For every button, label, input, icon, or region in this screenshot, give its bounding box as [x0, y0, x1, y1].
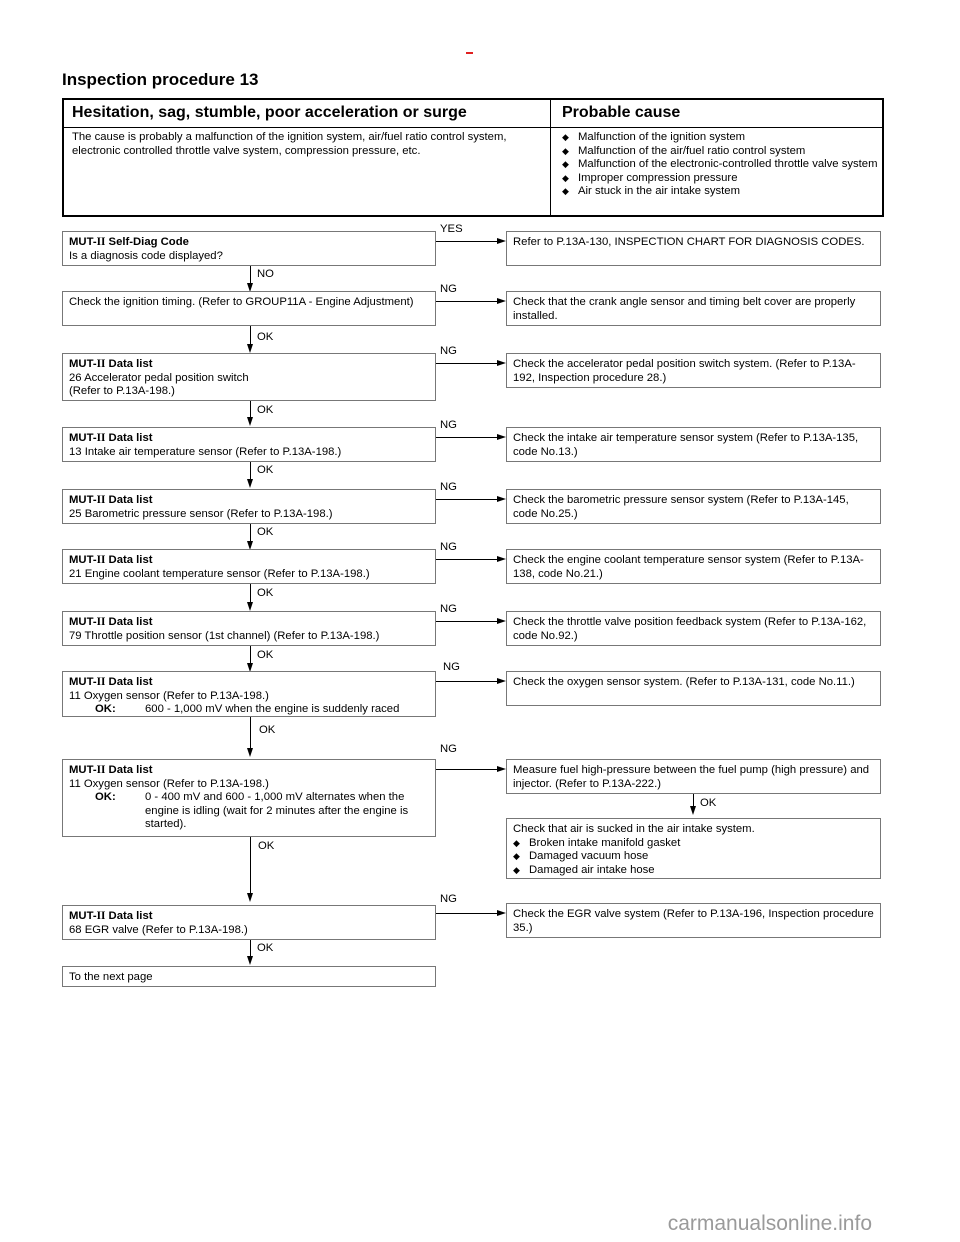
flow-connector [436, 499, 498, 500]
branch-label-ok: OK [257, 464, 274, 476]
symptom-description: The cause is probably a malfunction of the ignition system, air/fuel ratio control system, electronic controlled throttle valve system, compression pressure, etc. [72, 131, 507, 157]
result-box: Check the oxygen sensor system. (Refer to P.13A-131, code No.11.) [506, 671, 881, 706]
cause-item: ◆ Malfunction of the ignition system [562, 131, 882, 145]
result-box: Check the intake air temperature sensor system (Refer to P.13A-135, code No.13.) [506, 427, 881, 462]
followup-item: ◆ Damaged vacuum hose [513, 850, 874, 864]
arrow-right-icon [497, 678, 506, 684]
branch-label-ng: NG [440, 481, 457, 493]
branch-label-ng: NG [440, 283, 457, 295]
branch-label-yes: YES [440, 223, 463, 235]
branch-label-ng: NG [443, 661, 460, 673]
result-box: Check the EGR valve system (Refer to P.13A-196, Inspection procedure 35.) [506, 903, 881, 938]
table-divider [550, 98, 551, 217]
branch-label-ng: NG [440, 419, 457, 431]
branch-label-ok: OK [257, 526, 274, 538]
next-page-box: To the next page [62, 966, 436, 987]
arrow-down-icon [247, 479, 253, 488]
arrow-right-icon [497, 238, 506, 244]
branch-label-ng: NG [440, 345, 457, 357]
flow-connector [436, 681, 498, 682]
cause-item: ◆ Improper compression pressure [562, 172, 882, 186]
watermark: carmanualsonline.info [667, 1212, 872, 1235]
arrow-right-icon [497, 434, 506, 440]
arrow-down-icon [247, 417, 253, 426]
cause-item: ◆ Air stuck in the air intake system [562, 185, 882, 199]
step-box: MUT-II Data list 11 Oxygen sensor (Refer to P.13A-198.) OK: 600 - 1,000 mV when the engine is suddenly raced [62, 671, 436, 717]
flow-connector [436, 301, 498, 302]
step-box: MUT-II Data list 26 Accelerator pedal position switch (Refer to P.13A-198.) [62, 353, 436, 401]
step-box: MUT-II Data list 68 EGR valve (Refer to P.13A-198.) [62, 905, 436, 940]
arrow-down-icon [247, 602, 253, 611]
step-box: MUT-II Data list 13 Intake air temperature sensor (Refer to P.13A-198.) [62, 427, 436, 462]
arrow-down-icon [247, 956, 253, 965]
cause-item: ◆ Malfunction of the electronic-controlled throttle valve system [562, 158, 882, 172]
branch-label-ok: OK [257, 404, 274, 416]
flow-connector [436, 559, 498, 560]
branch-label-ok: OK [259, 724, 276, 736]
arrow-down-icon [690, 806, 696, 815]
arrow-down-icon [247, 748, 253, 757]
step-box: MUT-II Data list 79 Throttle position sensor (1st channel) (Refer to P.13A-198.) [62, 611, 436, 646]
branch-label-ok: OK [258, 840, 275, 852]
followup-item: ◆ Damaged air intake hose [513, 864, 874, 878]
arrow-right-icon [497, 360, 506, 366]
cause-item: ◆ Malfunction of the air/fuel ratio control system [562, 145, 882, 159]
branch-label-ok: OK [257, 942, 274, 954]
step-box: MUT-II Data list 21 Engine coolant temperature sensor (Refer to P.13A-198.) [62, 549, 436, 584]
branch-label-ok: OK [700, 797, 717, 809]
result-box: Refer to P.13A-130, INSPECTION CHART FOR DIAGNOSIS CODES. [506, 231, 881, 266]
cause-list [562, 131, 882, 199]
flow-connector [250, 837, 251, 895]
arrow-right-icon [497, 556, 506, 562]
result-box: Check the throttle valve position feedback system (Refer to P.13A-162, code No.92.) [506, 611, 881, 646]
ok-criteria-value: 0 - 400 mV and 600 - 1,000 mV alternates when the engine is idling (wait for 2 minutes after the engine is started). [145, 791, 409, 830]
branch-label-ng: NG [440, 603, 457, 615]
branch-label-ok: OK [257, 649, 274, 661]
step-box: Check the ignition timing. (Refer to GROUP11A - Engine Adjustment) [62, 291, 436, 326]
result-box: Check the engine coolant temperature sensor system (Refer to P.13A-138, code No.21.) [506, 549, 881, 584]
branch-label-ng: NG [440, 743, 457, 755]
arrow-right-icon [497, 496, 506, 502]
arrow-down-icon [247, 893, 253, 902]
table-divider [62, 127, 884, 128]
arrow-down-icon [247, 344, 253, 353]
flow-connector [436, 769, 498, 770]
arrow-right-icon [497, 766, 506, 772]
followup-item: ◆ Broken intake manifold gasket [513, 837, 874, 851]
ok-criteria-value: 600 - 1,000 mV when the engine is suddenly raced [145, 703, 400, 715]
flow-connector [436, 621, 498, 622]
flow-connector [436, 363, 498, 364]
arrow-right-icon [497, 618, 506, 624]
step-box: MUT-II Self-Diag Code Is a diagnosis code displayed? [62, 231, 436, 266]
result-box: Check that the crank angle sensor and timing belt cover are properly installed. [506, 291, 881, 326]
arrow-right-icon [497, 298, 506, 304]
header-accent-mark [466, 52, 473, 54]
symptom-heading: Hesitation, sag, stumble, poor acceleration or surge [72, 104, 467, 121]
step-box: MUT-II Data list 11 Oxygen sensor (Refer to P.13A-198.) OK: 0 - 400 mV and 600 - 1,000 mV alternates when the engine is idling (wait for 2 minutes after the engine is started). [62, 759, 436, 837]
branch-label-ng: NG [440, 541, 457, 553]
branch-label-ok: OK [257, 331, 274, 343]
branch-label-no: NO [257, 268, 274, 280]
page-title: Inspection procedure 13 [62, 70, 259, 89]
result-box: Check the barometric pressure sensor system (Refer to P.13A-145, code No.25.) [506, 489, 881, 524]
result-box: Check the accelerator pedal position switch system. (Refer to P.13A-192, Inspection procedure 28.) [506, 353, 881, 388]
step-box: MUT-II Data list 25 Barometric pressure sensor (Refer to P.13A-198.) [62, 489, 436, 524]
branch-label-ok: OK [257, 587, 274, 599]
flow-connector [250, 717, 251, 751]
result-box: Measure fuel high-pressure between the fuel pump (high pressure) and injector. (Refer to P.13A-222.) [506, 759, 881, 794]
flow-connector [436, 913, 498, 914]
ok-criteria-key: OK: [95, 791, 116, 803]
ok-criteria-key: OK: [95, 703, 116, 715]
cause-heading: Probable cause [562, 104, 681, 121]
arrow-right-icon [497, 910, 506, 916]
followup-box: Check that air is sucked in the air intake system. ◆ Broken intake manifold gasket ◆ Damaged vacuum hose ◆ Damaged air intake hose [506, 818, 881, 879]
flow-connector [436, 437, 498, 438]
branch-label-ng: NG [440, 893, 457, 905]
flow-connector [436, 241, 498, 242]
